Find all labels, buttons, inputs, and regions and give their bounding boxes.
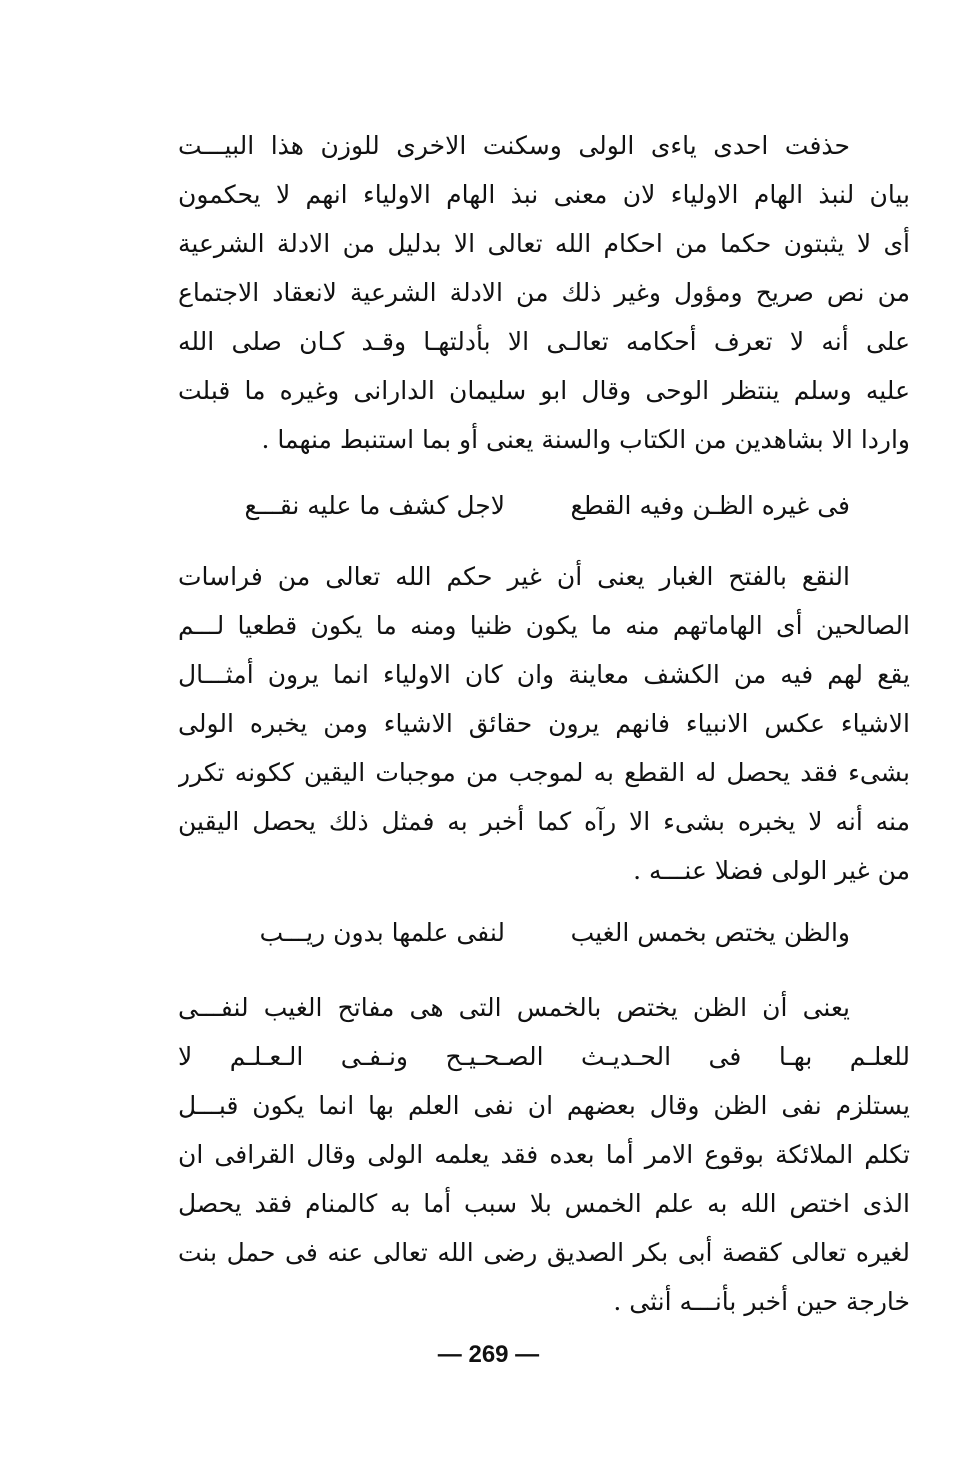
text-line: الذى اختص الله به علم الخمس بلا سبب أما به كالمنام فقد يحصل xyxy=(178,1189,910,1218)
text-line: يستلزم نفى الظن وقال بعضهم ان نفى العلم بها انما يكون قبـــل xyxy=(178,1091,910,1120)
text-line: لغيره تعالى كقصة أبى بكر الصديق رضى الله تعالى عنه فى حمل بنت xyxy=(178,1238,910,1267)
verse-2 xyxy=(178,908,910,957)
text-line: للعلـم بهـا فى الحـديـث الصـحـيـح ونـفـى الـعـلـم لا xyxy=(178,1042,910,1071)
text-line: من غير الولى فضلا عنـــه . xyxy=(633,856,910,885)
text-line: تكلم الملائكة بوقوع الامر أما بعده فقد يعلمه الولى وقال القرافى ان xyxy=(178,1140,910,1169)
verse-1 xyxy=(178,481,910,530)
page-number: — 269 — xyxy=(437,1341,540,1368)
text-line: الاشياء عكس الانبياء فانهم يرون حقائق الاشياء ومن يخبره الولى xyxy=(178,709,910,738)
text-line: يعنى أن الظن يختص بالخمس التى هى مفاتح الغيب لنفـــى xyxy=(178,993,850,1022)
text-line: النقع بالفتح الغبار يعنى أن غير حكم الله تعالى من فراسات xyxy=(178,562,850,591)
verse-first-half: والظن يختص بخمس الغيب xyxy=(570,918,850,947)
paragraph-1 xyxy=(178,121,910,464)
text-line: أى لا يثبتون حكما من احكام الله تعالى الا بدليل من الادلة الشرعية xyxy=(178,229,910,258)
text-line: عليه وسلم ينتظر الوحى وقال ابو سليمان الدارانى وغيره ما قبلت xyxy=(178,376,910,405)
text-line: بشىء فقد يحصل له القطع به لموجب من موجبات اليقين ككونه تكرر xyxy=(178,758,910,787)
text-line: منه أنه لا يخبره بشىء الا رآه كما أخبر به فمثل ذلك يحصل اليقين xyxy=(178,807,910,836)
text-line: واردا الا بشاهدين من الكتاب والسنة يعنى أو بما استنبط منهما . xyxy=(261,425,910,454)
text-line: بيان لنبذ الهام الاولياء لان معنى نبذ الهام الاولياء انهم لا يحكمون xyxy=(178,180,910,209)
text-line: الصالحين أى الهاماتهم منه ما يكون ظنيا ومنه ما يكون قطعيا لـــم xyxy=(178,611,910,640)
text-line: من نص صريح ومؤول وغير ذلك من الادلة الشرعية لانعقاد الاجتماع xyxy=(178,278,910,307)
verse-second-half: لاجل كشف ما عليه نقـــع xyxy=(244,491,505,520)
paragraph-2 xyxy=(178,552,910,895)
text-line: يقع لهم فيه من الكشف معاينة وان كان الاولياء انما يرون أمثـــال xyxy=(178,660,910,689)
verse-first-half: فى غيره الظـن وفيه القطع xyxy=(570,491,850,520)
verse-second-half: لنفى علمها بدون ريـــب xyxy=(259,918,505,947)
text-line: حذفت احدى ياءى الولى وسكنت الاخرى للوزن هذا البيـــت xyxy=(178,131,850,160)
paragraph-3 xyxy=(178,983,910,1326)
text-line: خارجة حين أخبر بأنـــه أنثى . xyxy=(613,1287,910,1316)
text-line: على أنه لا تعرف أحكامه تعالـى الا بأدلتهـا وقـد كـان صلى الله xyxy=(178,327,910,356)
